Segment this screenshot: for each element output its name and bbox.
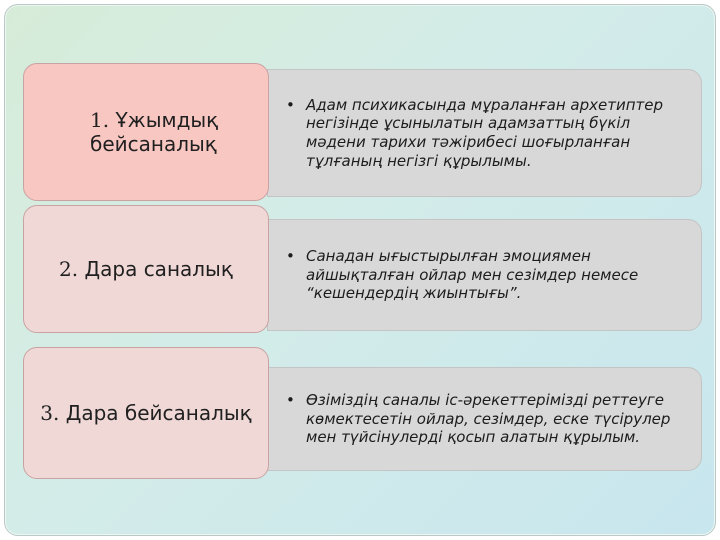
description-text-2: Санадан ығыстырылған эмоциямен айшықталған ойлар мен сезімдер немесе “кешендердің жиынтығы”.: [306, 246, 639, 303]
label-text-1b: бейсаналық: [90, 132, 217, 156]
bullet-icon: •: [286, 246, 295, 265]
description-text-3: Өзіміздің саналы іс-әрекеттерімізді реттеуге көмектесетін ойлар, сезімдер, еске түсірулер мен түйсінулерді қосып алатын құрылым.: [306, 390, 671, 447]
bullet-icon: •: [286, 95, 295, 114]
bullet-icon: •: [286, 390, 295, 409]
label-number-1: 1.: [90, 108, 110, 132]
description-box-1: [267, 69, 702, 197]
label-box-3: [23, 347, 269, 479]
description-box-2: [267, 219, 702, 331]
label-number-3: 3.: [40, 401, 60, 425]
description-text-1: Адам психикасында мұраланған архетиптер негізінде ұсынылатын адамзаттың бүкіл мәдени тарихи тәжірибесі шоғырланған тұлғаның негізгі құрылымы.: [306, 95, 664, 170]
label-text-3: Дара бейсаналық: [65, 401, 252, 425]
label-number-2: 2.: [59, 257, 79, 281]
slide: [4, 4, 716, 536]
label-box-1: [23, 63, 269, 201]
label-box-2: [23, 205, 269, 333]
description-box-3: [267, 367, 702, 471]
label-text-2: Дара саналық: [84, 257, 233, 281]
label-text-1: Ұжымдық: [115, 108, 219, 132]
